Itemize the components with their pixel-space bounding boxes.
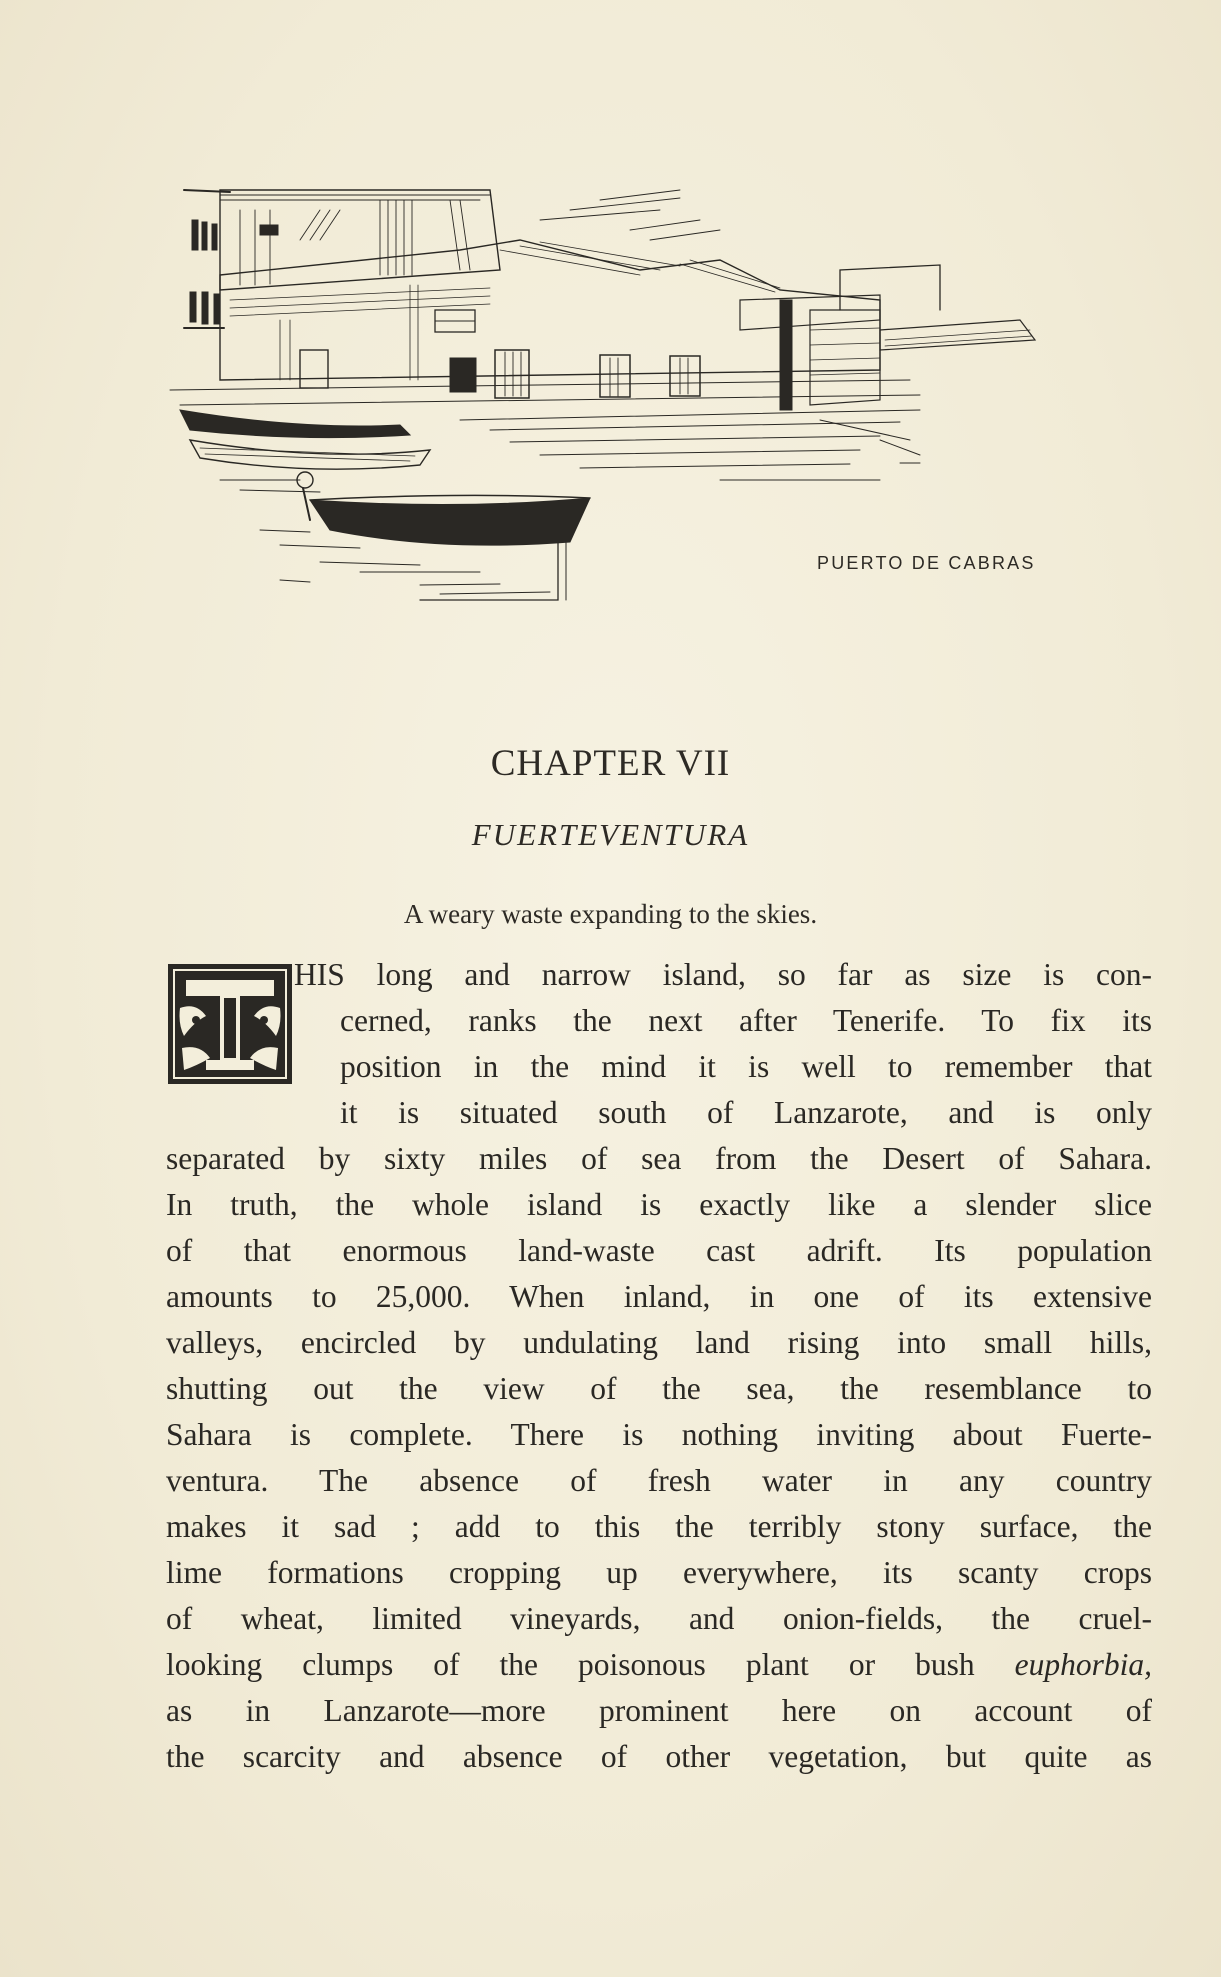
text-line: it is situated south of Lanzarote, and is only [340,1095,1152,1130]
text-line: as in Lanzarote—more prominent here on account of [166,1693,1152,1728]
chapter-epigraph: A weary waste expanding to the skies. [403,899,818,929]
chapter-body-text [166,952,1152,1780]
text-line: lime formations cropping up everywhere, its scanty crops [166,1555,1152,1590]
text-line: valleys, encircled by undulating land rising into small hills, [166,1325,1152,1360]
text-line: ventura. The absence of fresh water in any country [166,1463,1152,1498]
text-line: position in the mind it is well to remember that [340,1049,1152,1084]
text-line: amounts to 25,000. When inland, in one of its extensive [166,1279,1152,1314]
text-line: shutting out the view of the sea, the resemblance to [166,1371,1152,1406]
text-line: Sahara is complete. There is nothing inviting about Fuerte- [166,1417,1152,1452]
text-line: makes it sad ; add to this the terribly stony surface, the [166,1509,1152,1544]
text-line: cerned, ranks the next after Tenerife. To fix its [340,1003,1152,1038]
text-line: HIS long and narrow island, so far as size is con- [294,957,1152,992]
italic-term: euphorbia, [1014,1647,1153,1682]
text-line: the scarcity and absence of other vegetation, but quite as [166,1739,1152,1774]
text-line: separated by sixty miles of sea from the Desert of Sahara. [166,1141,1152,1176]
text-line: of wheat, limited vineyards, and onion-fields, the cruel- [166,1601,1152,1636]
text-line: of that enormous land-waste cast adrift. Its population [166,1233,1152,1268]
chapter-number-heading: CHAPTER VII [490,743,731,784]
text-line: looking clumps of the poisonous plant or bush [166,1647,975,1682]
chapter-name-heading: FUERTEVENTURA [471,817,750,852]
text-line-with-italic [166,1642,1152,1688]
text-line: In truth, the whole island is exactly like a slender slice [166,1187,1152,1222]
illustration-caption: PUERTO DE CABRAS [817,553,1036,573]
